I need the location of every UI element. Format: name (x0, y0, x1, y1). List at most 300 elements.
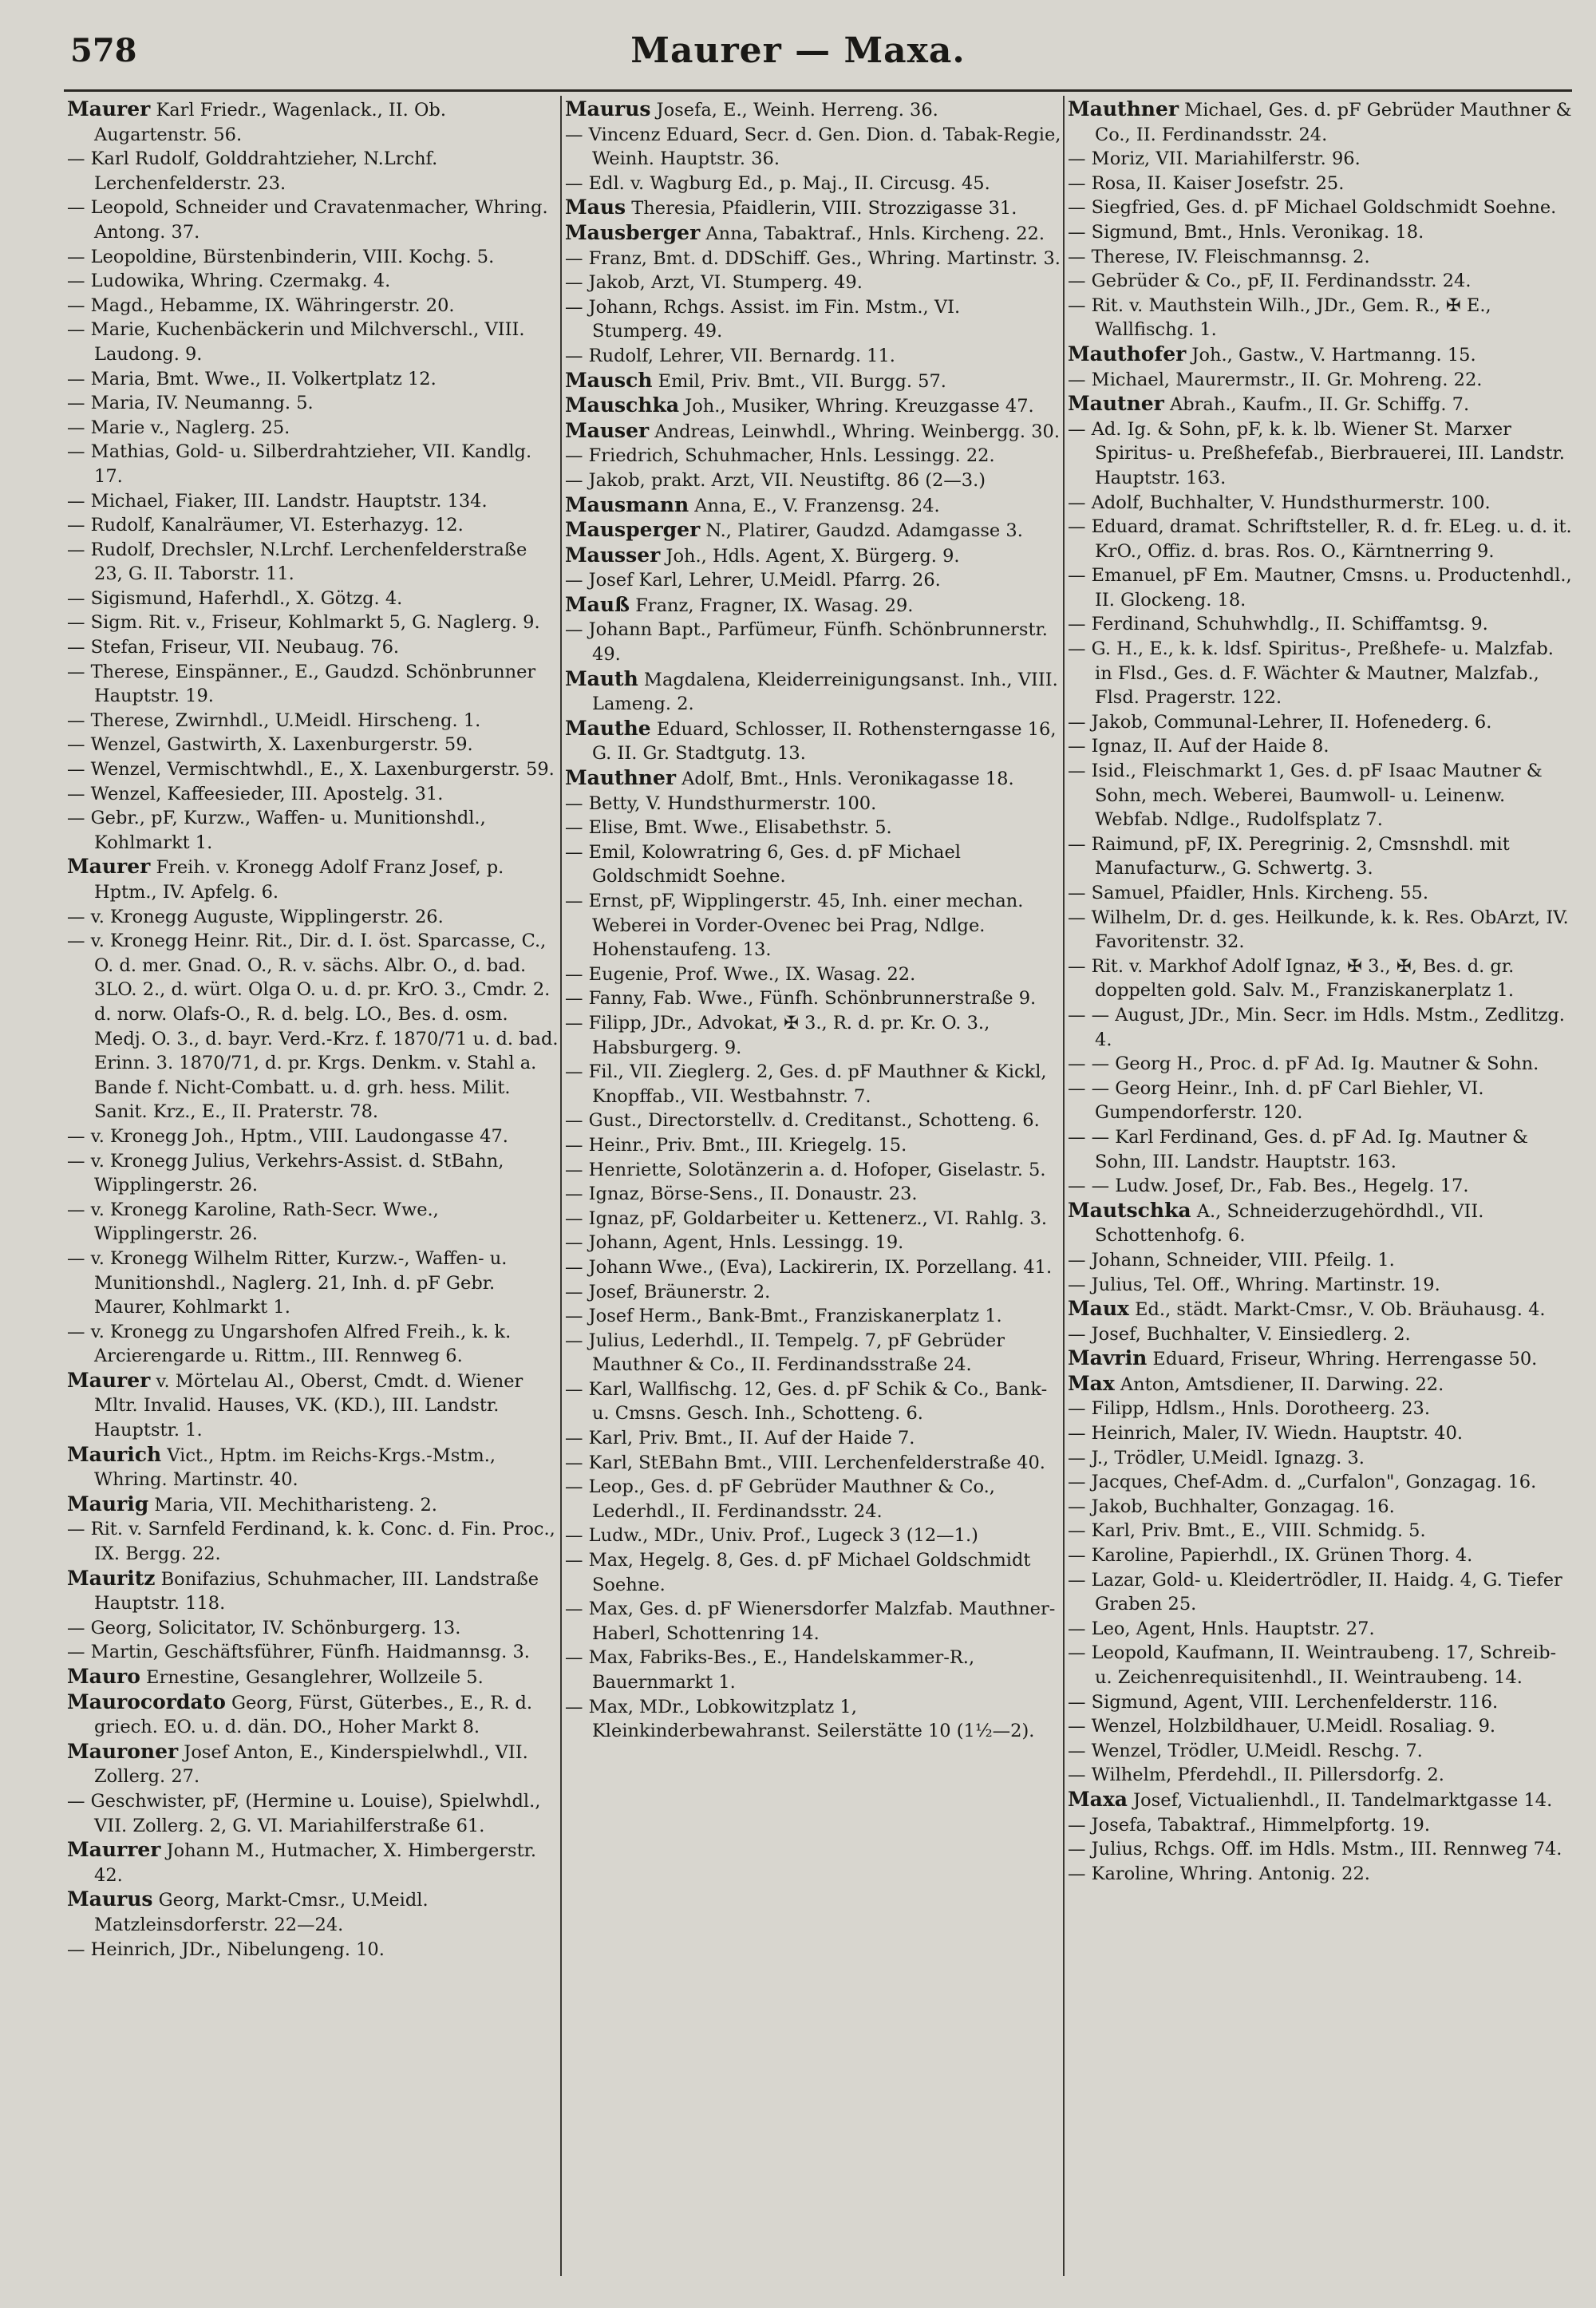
entry-text: — Karl, Wallfischg. 12, Ges. d. pF Schik & Co., Bank- u. Cmsns. Gesch. Inh., Schotteng. 6. (565, 1378, 1048, 1425)
entry-text: — Marie, Kuchenbäckerin und Milchverschl., VIII. Laudong. 9. (67, 319, 525, 365)
entry-text: Emil, Priv. Bmt., VII. Burgg. 57. (652, 370, 946, 392)
entry-surname: Max (1068, 1371, 1115, 1395)
directory-entry (1068, 1446, 1572, 1471)
entry-text: — v. Kronegg Heinr. Rit., Dir. d. I. öst. Sparcasse, C., O. d. mer. Gnad. O., R. v. sächs. Albr. O., d. bad. 3LO. 2., d. würt. Olga O. u. d. pr. KrO. 3., Cmdr. 2. d. norw. Olafs-O., R. d. belg. LO., Bes. d. osm. Medj. O. 3., d. bayr. Verd.-Krz. f. 1870/71 u. d. bad. Erinn. 3. 1870/71, d. pr. Krgs. Denkm. v. Stahl a. Bande f. Nicht-Combatt. u. d. grh. hess. Milit. Sanit. Krz., E., II. Praterstr. 78. (67, 931, 559, 1123)
directory-entry (67, 587, 559, 611)
entry-surname: Maurer (67, 1368, 151, 1392)
entry-text: — Leopold, Schneider und Cravatenmacher, Whring. Antong. 37. (67, 197, 548, 243)
entry-text: — Samuel, Pfaidler, Hnls. Kircheng. 55. (1068, 883, 1429, 903)
directory-entry (565, 889, 1061, 962)
directory-entry (1068, 832, 1572, 881)
directory-entry (67, 1124, 559, 1149)
entry-surname: Maurus (67, 1887, 153, 1911)
entry-text: — Rit. v. Mauthstein Wilh., JDr., Gem. R., ✠ E., Wallfischg. 1. (1068, 294, 1491, 341)
entry-text: — Jakob, Buchhalter, Gonzagag. 16. (1068, 1496, 1395, 1517)
entry-text: — Johann, Schneider, VIII. Pfeilg. 1. (1068, 1249, 1395, 1271)
directory-entry (1068, 220, 1572, 245)
entry-text: — v. Kronegg Julius, Verkehrs-Assist. d. StBahn, Wipplingerstr. 26. (67, 1150, 504, 1196)
entry-text: — v. Kronegg Auguste, Wipplingerstr. 26. (67, 906, 444, 927)
directory-entry (1068, 1077, 1572, 1125)
entry-surname: Mauser (565, 418, 650, 442)
directory-entry (565, 247, 1061, 271)
entry-text: Eduard, Friseur, Whring. Herrengasse 50. (1147, 1349, 1538, 1370)
entry-surname: Maux (1068, 1297, 1129, 1321)
directory-entry (565, 518, 1061, 543)
directory-entry (565, 792, 1061, 816)
directory-entry (67, 1320, 559, 1369)
entry-text: Johann M., Hutmacher, X. Himbergerstr. 42. (94, 1840, 537, 1886)
directory-entry (1068, 1125, 1572, 1174)
entry-text: Michael, Ges. d. pF Gebrüder Mauthner & Co., II. Ferdinandsstr. 24. (1095, 100, 1572, 145)
entry-text: — Rit. v. Markhof Adolf Ignaz, ✠ 3., ✠, Bes. d. gr. doppelten gold. Salv. M., Franziskanerplatz 1. (1068, 955, 1515, 1002)
entry-text: Anton, Amtsdiener, II. Darwing. 22. (1114, 1373, 1444, 1395)
directory-entry (67, 196, 559, 244)
directory-entry (565, 962, 1061, 987)
directory-entry (1068, 245, 1572, 270)
entry-text: — Emanuel, pF Em. Mautner, Cmsns. u. Productenhdl., II. Glockeng. 18. (1068, 565, 1572, 611)
entry-text: — Maria, IV. Neumanng. 5. (67, 393, 314, 414)
entry-surname: Mauro (67, 1665, 140, 1688)
directory-entry (565, 1109, 1061, 1133)
entry-text: — Betty, V. Hundsthurmerstr. 100. (565, 792, 877, 814)
entry-text: — Rit. v. Sarnfeld Ferdinand, k. k. Conc. d. Fin. Proc., IX. Bergg. 22. (67, 1519, 555, 1565)
entry-text: — Therese, Einspänner., E., Gaudzd. Schönbrunner Hauptstr. 19. (67, 661, 536, 707)
entry-surname: Mauritz (67, 1566, 156, 1590)
directory-entry (67, 1640, 559, 1665)
entry-text: — Max, Hegelg. 8, Ges. d. pF Michael Goldschmidt Soehne. (565, 1550, 1031, 1595)
directory-entry (67, 1443, 559, 1492)
entry-text: — Wenzel, Vermischtwhdl., E., X. Laxenburgerstr. 59. (67, 759, 555, 781)
entry-text: Theresia, Pfaidlerin, VIII. Strozzigasse 31. (626, 198, 1017, 219)
entry-text: — Wenzel, Holzbildhauer, U.Meidl. Rosaliag. 9. (1068, 1716, 1496, 1737)
entry-surname: Maurrer (67, 1838, 161, 1862)
directory-entry (1068, 1739, 1572, 1764)
entry-text: — G. H., E., k. k. ldsf. Spiritus-, Preßhefe- u. Malzfab. in Flsd., Ges. d. F. Wächter & Mautner, Malzfab., Flsd. Pragerstr. 122. (1068, 638, 1554, 709)
entry-text: — — August, JDr., Min. Secr. im Hdls. Mstm., Zedlitzg. 4. (1068, 1004, 1565, 1050)
directory-entry (67, 318, 559, 366)
directory-entry (1068, 1495, 1572, 1520)
entry-text: Eduard, Schlosser, II. Rothensterngasse 16, G. II. Gr. Stadtgutg. 13. (592, 718, 1057, 765)
entry-text: — Karl, Priv. Bmt., E., VIII. Schmidg. 5. (1068, 1520, 1426, 1542)
entry-surname: Mausch (565, 368, 653, 392)
directory-entry (565, 1646, 1061, 1694)
entry-surname: Mautschka (1068, 1198, 1191, 1222)
directory-entry (1068, 1568, 1572, 1617)
directory-entry (67, 1198, 559, 1247)
directory-entry (1068, 1543, 1572, 1568)
directory-entry (67, 513, 559, 538)
entry-text: — Ignaz, II. Auf der Haide 8. (1068, 736, 1329, 757)
entry-text: — Michael, Maurermstr., II. Gr. Mohreng. 22. (1068, 369, 1483, 390)
directory-entry (67, 1690, 559, 1740)
entry-text: Karl Friedr., Wagenlack., II. Ob. Augartenstr. 56. (94, 100, 446, 145)
entry-text: — Therese, Zwirnhdl., U.Meidl. Hirscheng. 1. (67, 709, 481, 731)
directory-entry (565, 221, 1061, 247)
entry-text: Josef Anton, E., Kinderspielwhdl., VII. Zollerg. 27. (94, 1741, 528, 1788)
directory-entry (565, 568, 1061, 593)
entry-text: — Heinr., Priv. Bmt., III. Kriegelg. 15. (565, 1134, 907, 1156)
entry-surname: Maxa (1068, 1787, 1128, 1811)
directory-entry (565, 1158, 1061, 1183)
entry-text: — Elise, Bmt. Wwe., Elisabethstr. 5. (565, 817, 892, 839)
directory-entry (1068, 1690, 1572, 1715)
directory-entry (1068, 368, 1572, 393)
entry-text: — Gebrüder & Co., pF, II. Ferdinandsstr. 24. (1068, 271, 1472, 292)
directory-entry (67, 1887, 559, 1937)
entry-text: — Mathias, Gold- u. Silberdrahtzieher, VII. Kandlg. 17. (67, 441, 532, 487)
entry-text: — Karl Rudolf, Golddrahtzieher, N.Lrchf. Lerchenfelderstr. 23. (67, 148, 438, 194)
directory-entry (565, 667, 1061, 717)
entry-text: — Ignaz, Börse-Sens., II. Donaustr. 23. (565, 1184, 918, 1205)
entry-text: Georg, Markt-Cmsr., U.Meidl. Matzleinsdorferstr. 22—24. (94, 1890, 429, 1935)
directory-entry (1068, 637, 1572, 710)
header-rule (64, 89, 1572, 92)
entry-text: — Wilhelm, Dr. d. ges. Heilkunde, k. k. Res. ObArzt, IV. Favoritenstr. 32. (1068, 907, 1569, 953)
entry-text: Vict., Hptm. im Reichs-Krgs.-Mstm., Whring. Martinstr. 40. (94, 1444, 496, 1491)
directory-entry (67, 855, 559, 904)
entry-text: — Fanny, Fab. Wwe., Fünfh. Schönbrunnerstraße 9. (565, 988, 1037, 1010)
directory-entry (67, 733, 559, 757)
directory-entry (1068, 954, 1572, 1003)
entry-text: Anna, Tabaktraf., Hnls. Kircheng. 22. (700, 223, 1045, 244)
directory-entry (67, 1369, 559, 1443)
directory-entry (1068, 1397, 1572, 1421)
column-divider (1063, 96, 1065, 2276)
directory-entry (1068, 1003, 1572, 1052)
entry-text: Joh., Hdls. Agent, X. Bürgerg. 9. (660, 545, 960, 567)
directory-entry (1068, 1174, 1572, 1199)
entry-text: A., Schneiderzugehördhdl., VII. Schottenhofg. 6. (1095, 1200, 1484, 1247)
entry-surname: Mauthe (565, 716, 651, 740)
directory-entry (565, 271, 1061, 295)
entry-text: — — Karl Ferdinand, Ges. d. pF Ad. Ig. Mautner & Sohn, III. Landstr. Hauptstr. 163. (1068, 1126, 1529, 1172)
entry-text: — Julius, Lederhdl., II. Tempelg. 7, pF Gebrüder Mauthner & Co., II. Ferdinandsstraße 24. (565, 1330, 1005, 1376)
directory-entry (1068, 515, 1572, 563)
directory-entry (565, 393, 1061, 419)
entry-text: — Karl, Priv. Bmt., II. Auf der Haide 7. (565, 1428, 915, 1449)
entry-text: — Sigismund, Haferhdl., X. Götzg. 4. (67, 587, 403, 609)
directory-entry (565, 986, 1061, 1011)
entry-text: — Fil., VII. Zieglerg. 2, Ges. d. pF Mauthner & Kickl, Knopffab., VII. Westbahnstr. 7. (565, 1061, 1047, 1107)
directory-entry (565, 123, 1061, 172)
entry-text: — Maria, Bmt. Wwe., II. Volkertplatz 12. (67, 368, 437, 389)
directory-entry (565, 1695, 1061, 1744)
entry-text: — Marie v., Naglerg. 25. (67, 417, 290, 438)
directory-entry (565, 196, 1061, 221)
directory-entry (1068, 392, 1572, 417)
entry-text: Adolf, Bmt., Hnls. Veronikagasse 18. (676, 769, 1014, 790)
entry-surname: Mauroner (67, 1739, 179, 1763)
directory-entry (1068, 1714, 1572, 1739)
directory-entry (565, 1133, 1061, 1158)
directory-entry (67, 1616, 559, 1641)
entry-surname: Mavrin (1068, 1346, 1148, 1370)
directory-entry (67, 1149, 559, 1198)
entry-text: — v. Kronegg Wilhelm Ritter, Kurzw.-, Waffen- u. Munitionshdl., Naglerg. 21, Inh. d. pF Gebr. Maurer, Kohlmarkt 1. (67, 1247, 508, 1318)
entry-text: — Emil, Kolowratring 6, Ges. d. pF Michael Goldschmidt Soehne. (565, 841, 961, 887)
directory-entry (1068, 294, 1572, 342)
directory-entry (67, 489, 559, 514)
entry-surname: Mauthofer (1068, 342, 1187, 366)
entry-text: — Leop., Ges. d. pF Gebrüder Mauthner & Co., Lederhdl., II. Ferdinandsstr. 24. (565, 1476, 995, 1522)
entry-text: — Wenzel, Kaffeesieder, III. Apostelg. 31. (67, 783, 444, 804)
entry-text: — Jakob, Arzt, VI. Stumperg. 49. (565, 272, 863, 294)
directory-entry (67, 782, 559, 807)
directory-entry (67, 1740, 559, 1789)
entry-text: Franz, Fragner, IX. Wasag. 29. (630, 595, 914, 616)
directory-entry (565, 1475, 1061, 1524)
directory-entry (1068, 881, 1572, 906)
directory-entry (1068, 1346, 1572, 1372)
entry-text: — Karoline, Whring. Antonig. 22. (1068, 1863, 1370, 1884)
directory-entry (1068, 1199, 1572, 1248)
column-divider (560, 96, 562, 2276)
entry-text: — Siegfried, Ges. d. pF Michael Goldschmidt Soehne. (1068, 197, 1557, 219)
directory-entry (565, 1329, 1061, 1377)
entry-text: — Josefa, Tabaktraf., Himmelpfortg. 19. (1068, 1814, 1431, 1836)
entry-text: — Geschwister, pF, (Hermine u. Louise), Spielwhdl., VII. Zollerg. 2, G. VI. Mariahilferstraße 61. (67, 1790, 541, 1836)
directory-entry (1068, 1297, 1572, 1322)
directory-entry (565, 493, 1061, 519)
directory-entry (67, 97, 559, 147)
directory-entry (67, 1567, 559, 1616)
directory-entry (1068, 759, 1572, 832)
directory-entry (565, 344, 1061, 369)
entry-text: — Heinrich, JDr., Nibelungeng. 10. (67, 1938, 385, 1960)
entry-text: — Raimund, pF, IX. Peregrinig. 2, Cmsnshdl. mit Manufacturw., G. Schwertg. 3. (1068, 833, 1510, 879)
directory-entry (565, 1426, 1061, 1451)
entry-text: — Martin, Geschäftsführer, Fünfh. Haidmannsg. 3. (67, 1642, 530, 1663)
entry-text: Bonifazius, Schuhmacher, III. Landstraße Hauptstr. 118. (94, 1568, 539, 1614)
entry-text: — Franz, Bmt. d. DDSchiff. Ges., Whring. Martinstr. 3. (565, 247, 1061, 269)
directory-entry (67, 538, 559, 587)
directory-entry (1068, 1470, 1572, 1495)
entry-surname: Maurocordato (67, 1690, 226, 1713)
directory-entry (565, 1255, 1061, 1280)
entry-surname: Maurer (67, 855, 151, 879)
entry-text: — Heinrich, Maler, IV. Wiedn. Hauptstr. 40. (1068, 1423, 1464, 1444)
directory-entry (1068, 1862, 1572, 1887)
entry-text: — Max, Ges. d. pF Wienersdorfer Malzfab. Mauthner-Haberl, Schottenring 14. (565, 1599, 1056, 1644)
entry-text: — Karl, StEBahn Bmt., VIII. Lerchenfelderstraße 40. (565, 1452, 1045, 1473)
directory-entry (565, 1377, 1061, 1426)
directory-entry (1068, 196, 1572, 220)
directory-entry (565, 369, 1061, 394)
directory-entry (67, 440, 559, 488)
entry-text: — Henriette, Solotänzerin a. d. Hofoper, Giselastr. 5. (565, 1159, 1046, 1180)
directory-entry (565, 1548, 1061, 1597)
entry-text: — Sigmund, Bmt., Hnls. Veronikag. 18. (1068, 221, 1424, 243)
entry-text: Anna, E., V. Franzensg. 24. (689, 495, 940, 516)
entry-text: — Leo, Agent, Hnls. Hauptstr. 27. (1068, 1618, 1375, 1639)
entry-text: Joh., Gastw., V. Hartmanng. 15. (1186, 344, 1476, 366)
entry-text: — Max, MDr., Lobkowitzplatz 1, Kleinkinderbewahranst. Seilerstätte 10 (1½—2). (565, 1696, 1035, 1742)
directory-entry (1068, 1052, 1572, 1077)
entry-text: — Filipp, JDr., Advokat, ✠ 3., R. d. pr. Kr. O. 3., Habsburgerg. 9. (565, 1012, 990, 1058)
entry-text: — Magd., Hebamme, IX. Währingerstr. 20. (67, 294, 455, 316)
page-header (0, 32, 1596, 80)
directory-entry (565, 1231, 1061, 1255)
entry-surname: Mausberger (565, 220, 701, 244)
entry-text: Ernestine, Gesanglehrer, Wollzeile 5. (140, 1667, 484, 1688)
entry-text: — v. Kronegg Karoline, Rath-Secr. Wwe., Wipplingerstr. 26. (67, 1199, 439, 1245)
entry-text: — Therese, IV. Fleischmannsg. 2. (1068, 246, 1370, 267)
entry-text: — Julius, Rchgs. Off. im Hdls. Mstm., III. Rennweg 74. (1068, 1839, 1562, 1860)
entry-text: Ed., städt. Markt-Cmsr., V. Ob. Bräuhausg. 4. (1128, 1299, 1546, 1321)
entry-text: — Rudolf, Drechsler, N.Lrchf. Lerchenfelderstraße 23, G. II. Taborstr. 11. (67, 539, 527, 585)
entry-surname: Mauth (565, 666, 638, 690)
entry-text: — Sigm. Rit. v., Friseur, Kohlmarkt 5, G. Naglerg. 9. (67, 612, 540, 634)
directory-entry (565, 1060, 1061, 1109)
entry-surname: Mausmann (565, 492, 689, 516)
directory-entry (565, 593, 1061, 618)
entry-surname: Mauß (565, 592, 630, 616)
entry-text: — Josef Herm., Bank-Bmt., Franziskanerplatz 1. (565, 1306, 1002, 1327)
entry-text: Maria, VII. Mechitharisteng. 2. (148, 1494, 437, 1516)
entry-text: — Rudolf, Kanalräumer, VI. Esterhazyg. 12. (67, 515, 464, 536)
column-3 (1068, 97, 1572, 2276)
directory-entry (1068, 710, 1572, 735)
entry-text: — Ignaz, pF, Goldarbeiter u. Kettenerz., VI. Rahlg. 3. (565, 1207, 1048, 1229)
column-1 (67, 97, 559, 2276)
directory-entry (1068, 1273, 1572, 1298)
directory-entry (1068, 1421, 1572, 1446)
entry-text: — Stefan, Friseur, VII. Neubaug. 76. (67, 637, 400, 658)
directory-entry (67, 1938, 559, 1962)
directory-entry (565, 766, 1061, 792)
directory-entry (1068, 1763, 1572, 1788)
directory-entry (565, 1280, 1061, 1305)
entry-text: — — Ludw. Josef, Dr., Fab. Bes., Hegelg. 17. (1068, 1176, 1469, 1197)
entry-text: Josef, Victualienhdl., II. Tandelmarktgasse 14. (1127, 1789, 1553, 1811)
entry-text: — Ad. Ig. & Sohn, pF, k. k. lb. Wiener St. Marxer Spiritus- u. Preßhefefab., Bierbrauerei, III. Landstr. Hauptstr. 163. (1068, 418, 1565, 488)
directory-entry (1068, 1813, 1572, 1838)
entry-text: — Leopoldine, Bürstenbinderin, VIII. Kochg. 5. (67, 246, 495, 267)
entry-text: — Johann, Agent, Hnls. Lessingg. 19. (565, 1232, 904, 1254)
directory-entry (565, 444, 1061, 468)
entry-text: — Filipp, Hdlsm., Hnls. Dorotheerg. 23. (1068, 1398, 1430, 1420)
directory-entry (1068, 612, 1572, 637)
entry-text: — Karoline, Papierhdl., IX. Grünen Thorg. 4. (1068, 1545, 1473, 1567)
directory-entry (67, 635, 559, 660)
directory-entry (67, 147, 559, 196)
directory-entry (67, 905, 559, 930)
directory-entry (67, 806, 559, 855)
entry-surname: Maurich (67, 1442, 162, 1466)
entry-text: Georg, Fürst, Güterbes., E., R. d. griech. EO. u. d. dän. DO., Hoher Markt 8. (94, 1692, 533, 1738)
directory-entry (565, 1524, 1061, 1548)
directory-entry (67, 757, 559, 782)
entry-text: — Ferdinand, Schuhwhdlg., II. Schiffamtsg. 9. (1068, 614, 1488, 635)
entry-text: — Eugenie, Prof. Wwe., IX. Wasag. 22. (565, 963, 916, 985)
directory-entry (67, 391, 559, 416)
directory-entry (1068, 1641, 1572, 1690)
directory-entry (1068, 342, 1572, 368)
directory-entry (67, 269, 559, 294)
directory-entry (1068, 563, 1572, 612)
directory-entry (565, 468, 1061, 493)
entry-text: — Josef, Bräunerstr. 2. (565, 1281, 771, 1302)
directory-entry (565, 1597, 1061, 1646)
directory-entry (1068, 1788, 1572, 1813)
entry-surname: Mauthner (565, 766, 677, 790)
directory-entry (565, 97, 1061, 123)
directory-entry (67, 367, 559, 392)
entry-text: — Johann Bapt., Parfümeur, Fünfh. Schönbrunnerstr. 49. (565, 619, 1048, 666)
directory-entry (67, 1838, 559, 1887)
directory-entry (565, 717, 1061, 766)
entry-text: Magdalena, Kleiderreinigungsanst. Inh., VIII. Lameng. 2. (592, 669, 1058, 715)
entry-text: — Rosa, II. Kaiser Josefstr. 25. (1068, 172, 1345, 194)
directory-entry (1068, 906, 1572, 954)
entry-text: Andreas, Leinwhdl., Whring. Weinbergg. 30. (649, 421, 1061, 442)
entry-text: — Adolf, Buchhalter, V. Hundsthurmerstr. 100. (1068, 492, 1491, 513)
directory-entry (67, 709, 559, 733)
directory-entry (565, 172, 1061, 196)
directory-entry (1068, 1248, 1572, 1273)
directory-entry (67, 416, 559, 441)
directory-entry (565, 1304, 1061, 1329)
directory-entry (565, 1182, 1061, 1207)
directory-entry (565, 295, 1061, 344)
entry-surname: Mauthner (1068, 97, 1179, 121)
directory-entry (1068, 269, 1572, 294)
directory-entry (67, 294, 559, 318)
directory-entry (565, 1207, 1061, 1231)
directory-entry (565, 1451, 1061, 1476)
entry-text: N., Platirer, Gaudzd. Adamgasse 3. (700, 520, 1023, 542)
entry-text: — Gust., Directorstellv. d. Creditanst., Schotteng. 6. (565, 1110, 1040, 1132)
entry-text: — Wenzel, Trödler, U.Meidl. Reschg. 7. (1068, 1740, 1423, 1761)
entry-text: Freih. v. Kronegg Adolf Franz Josef, p. Hptm., IV. Apfelg. 6. (94, 857, 504, 903)
entry-text: — J., Trödler, U.Meidl. Ignazg. 3. (1068, 1447, 1365, 1468)
entry-text: — Friedrich, Schuhmacher, Hnls. Lessingg. 22. (565, 445, 995, 467)
directory-entry (565, 840, 1061, 889)
entry-text: — Eduard, dramat. Schriftsteller, R. d. fr. ELeg. u. d. it. KrO., Offiz. d. bras. Ros. O., Kärntnerring 9. (1068, 516, 1572, 562)
entry-text: — Ludw., MDr., Univ. Prof., Lugeck 3 (12—1.) (565, 1525, 978, 1547)
entry-text: — Josef, Buchhalter, V. Einsiedlerg. 2. (1068, 1323, 1411, 1345)
directory-entry (1068, 147, 1572, 172)
entry-text: — Gebr., pF, Kurzw., Waffen- u. Munitionshdl., Kohlmarkt 1. (67, 808, 486, 853)
entry-text: — Vincenz Eduard, Secr. d. Gen. Dion. d. Tabak-Regie, Weinh. Hauptstr. 36. (565, 124, 1061, 170)
entry-text: — Johann, Rchgs. Assist. im Fin. Mstm., VI. Stumperg. 49. (565, 296, 961, 342)
entry-surname: Mautner (1068, 392, 1164, 416)
entry-text: Abrah., Kaufm., II. Gr. Schiffg. 7. (1163, 394, 1470, 416)
entry-surname: Mausperger (565, 518, 701, 542)
entry-text: — Lazar, Gold- u. Kleidertrödler, II. Haidg. 4, G. Tiefer Graben 25. (1068, 1569, 1562, 1615)
entry-surname: Maurig (67, 1492, 149, 1516)
entry-text: — — Georg Heinr., Inh. d. pF Carl Biehler, VI. Gumpendorferstr. 120. (1068, 1077, 1484, 1124)
directory-entry (565, 419, 1061, 445)
entry-text: Josefa, E., Weinh. Herreng. 36. (650, 100, 938, 121)
entry-text: — v. Kronegg zu Ungarshofen Alfred Freih., k. k. Arcierengarde u. Rittm., III. Rennweg 6. (67, 1321, 512, 1367)
entry-text: — Edl. v. Wagburg Ed., p. Maj., II. Circusg. 45. (565, 172, 990, 194)
entry-text: — Sigmund, Agent, VIII. Lerchenfelderstr. 116. (1068, 1691, 1499, 1713)
entry-text: — Josef Karl, Lehrer, U.Meidl. Pfarrg. 26. (565, 570, 941, 591)
entry-text: — Jakob, prakt. Arzt, VII. Neustiftg. 86 (2—3.) (565, 469, 986, 491)
directory-entry (67, 1247, 559, 1320)
directory-entry (1068, 491, 1572, 516)
entry-text: — Jakob, Communal-Lehrer, II. Hofenederg. 6. (1068, 711, 1492, 733)
entry-text: — Rudolf, Lehrer, VII. Bernardg. 11. (565, 345, 895, 366)
entry-text: — Leopold, Kaufmann, II. Weintraubeng. 17, Schreib- u. Zeichenrequisitenhdl., II. Weintraubeng. 14. (1068, 1642, 1557, 1688)
directory-entry (67, 611, 559, 635)
directory-entry (565, 1011, 1061, 1060)
entry-text: — Jacques, Chef-Adm. d. „Curfalon", Gonzagag. 16. (1068, 1472, 1537, 1493)
directory-entry (1068, 1372, 1572, 1397)
directory-entry (565, 543, 1061, 569)
entry-text: — Ernst, pF, Wipplingerstr. 45, Inh. einer mechan. Weberei in Vorder-Ovenec bei Prag, Ndlge. Hohenstaufeng. 13. (565, 891, 1024, 961)
